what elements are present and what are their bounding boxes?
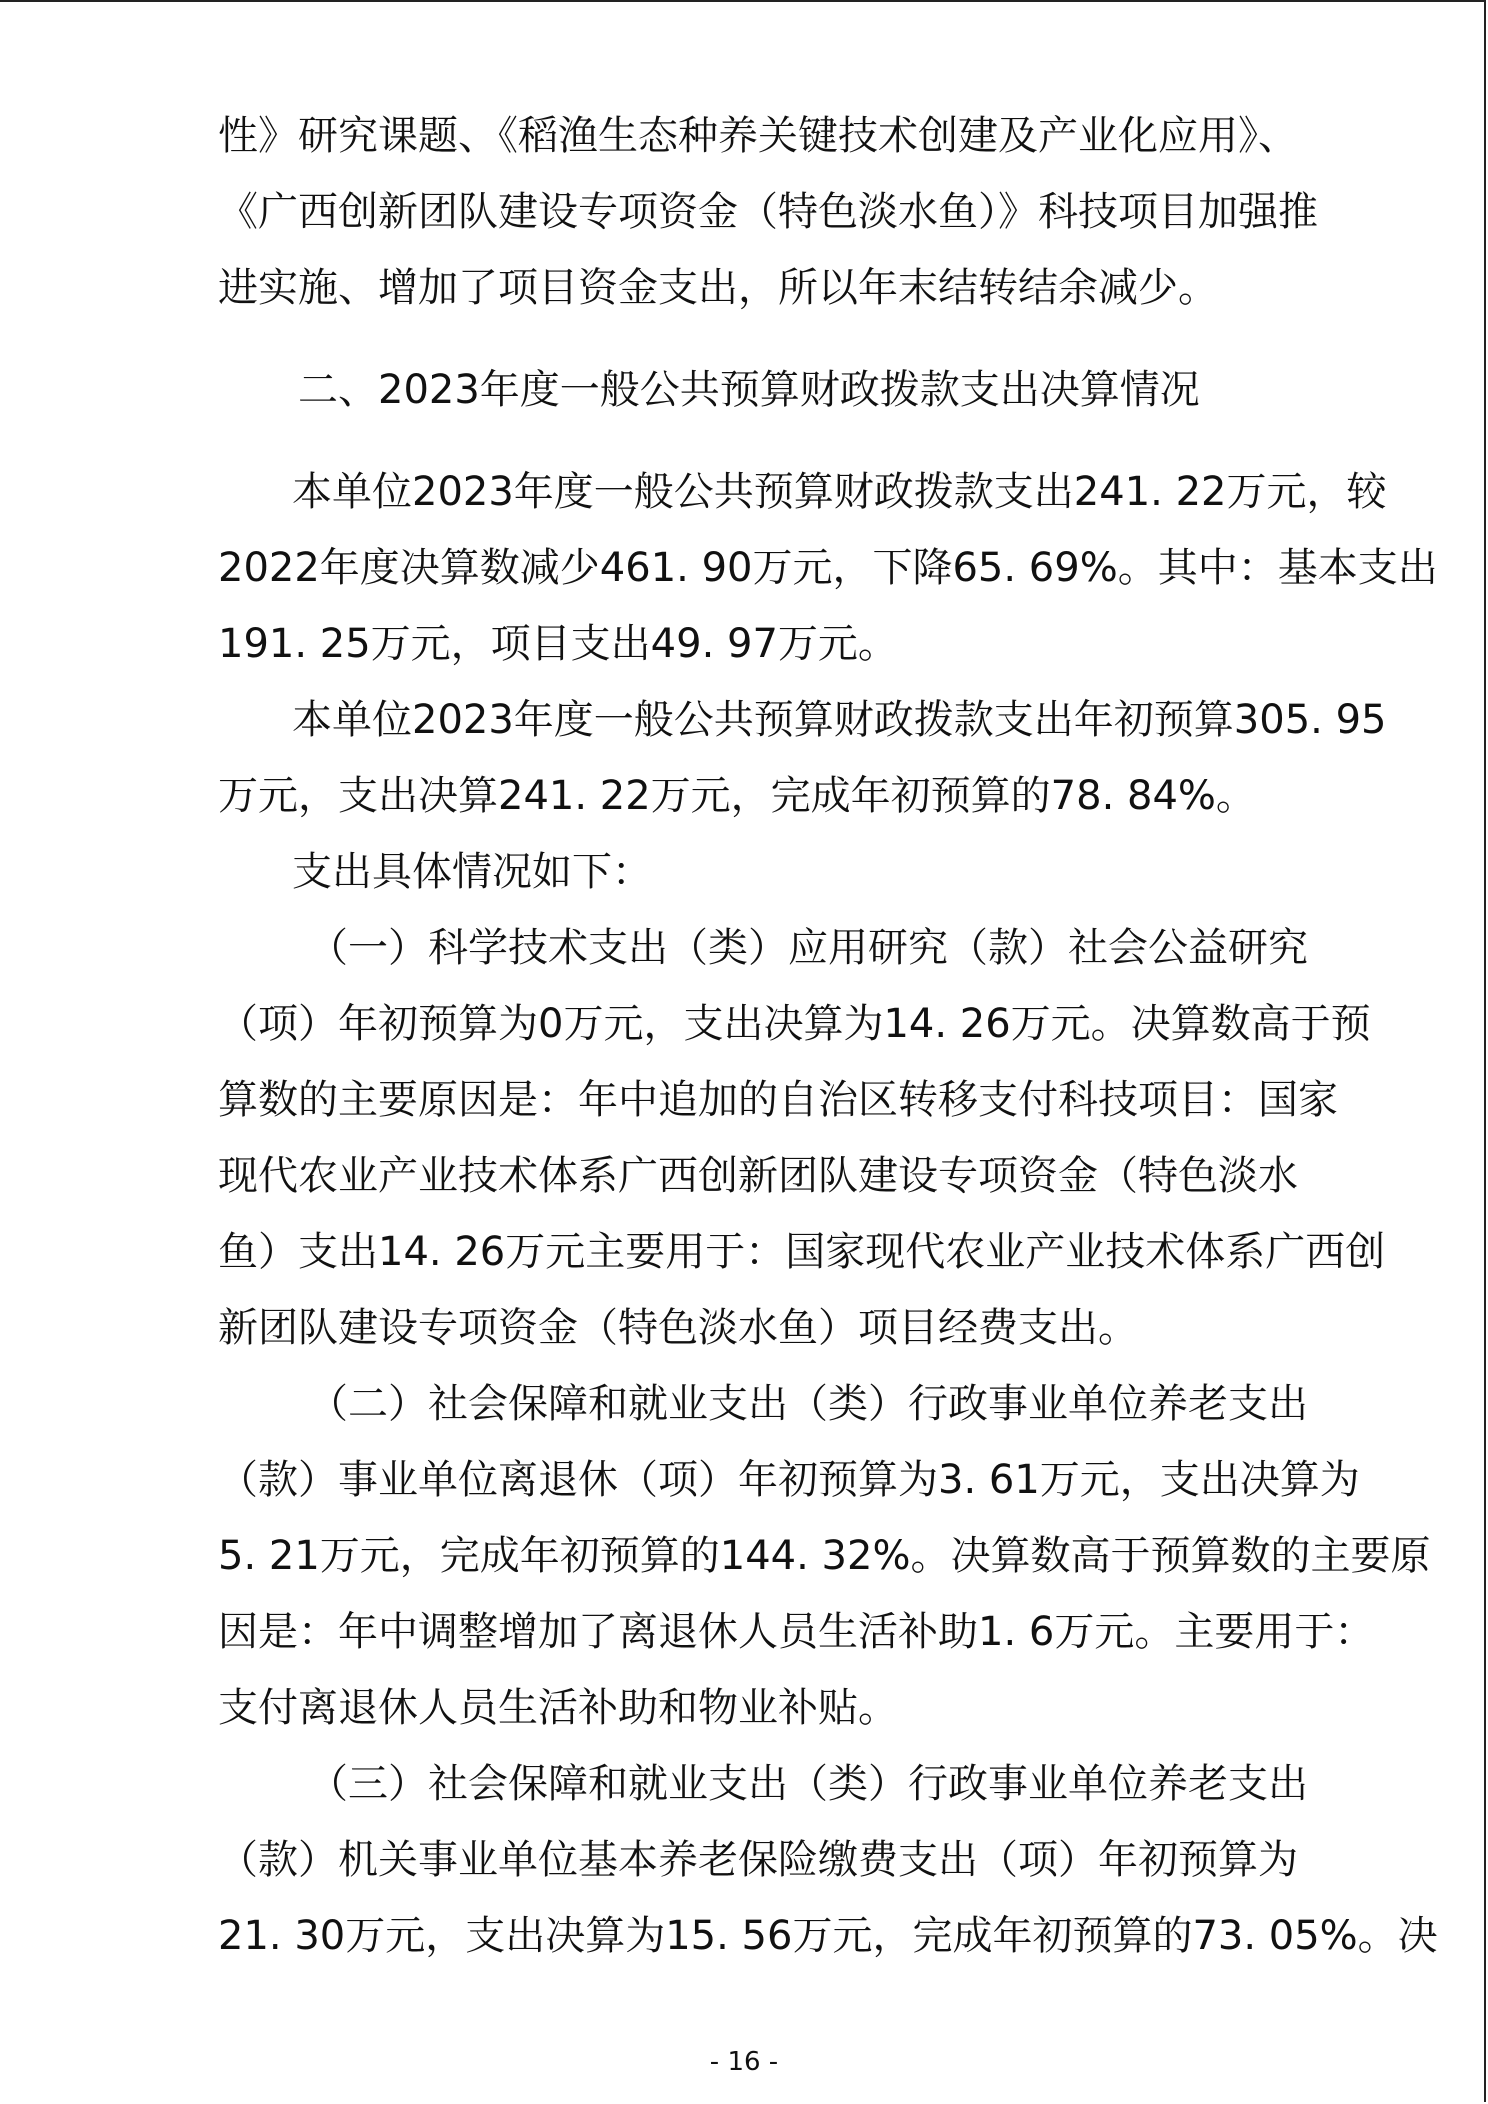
text-line: 《广西创新团队建设专项资金（特色淡水鱼）》科技项目加强推 (218, 189, 1318, 235)
text-line: 支付离退休人员生活补助和物业补贴。 (218, 1685, 898, 1731)
text-line: 5. 21万元，完成年初预算的144. 32%。决算数高于预算数的主要原 (218, 1533, 1431, 1579)
text-line: 万元，支出决算241. 22万元，完成年初预算的78. 84%。 (218, 773, 1256, 819)
text-line: 现代农业产业技术体系广西创新团队建设专项资金（特色淡水 (218, 1153, 1298, 1199)
subsection-line: （三）社会保障和就业支出（类）行政事业单位养老支出 (308, 1761, 1308, 1807)
text-line: 21. 30万元，支出决算为15. 56万元，完成年初预算的73. 05%。决 (218, 1913, 1438, 1959)
section-heading: 二、2023年度一般公共预算财政拨款支出决算情况 (298, 367, 1200, 413)
text-line: （项）年初预算为0万元，支出决算为14. 26万元。决算数高于预 (218, 1001, 1371, 1047)
text-line: 支出具体情况如下： (292, 849, 652, 895)
text-line: 2022年度决算数减少461. 90万元，下降65. 69%。其中：基本支出 (218, 545, 1438, 591)
subsection-line: （一）科学技术支出（类）应用研究（款）社会公益研究 (308, 925, 1308, 971)
text-line: 性》研究课题、《稻渔生态种养关键技术创建及产业化应用》、 (218, 113, 1298, 159)
text-line: （款）事业单位离退休（项）年初预算为3. 61万元，支出决算为 (218, 1457, 1360, 1503)
text-line: 本单位2023年度一般公共预算财政拨款支出年初预算305. 95 (292, 697, 1387, 743)
text-line: 鱼）支出14. 26万元主要用于：国家现代农业产业技术体系广西创 (218, 1229, 1386, 1275)
subsection-line: （二）社会保障和就业支出（类）行政事业单位养老支出 (308, 1381, 1308, 1427)
text-line: 算数的主要原因是：年中追加的自治区转移支付科技项目：国家 (218, 1077, 1338, 1123)
text-line: 191. 25万元，项目支出49. 97万元。 (218, 621, 898, 667)
text-line: 新团队建设专项资金（特色淡水鱼）项目经费支出。 (218, 1305, 1138, 1351)
page-number: - 16 - (709, 2047, 779, 2077)
text-line: 进实施、增加了项目资金支出，所以年末结转结余减少。 (218, 265, 1218, 311)
text-line: 因是：年中调整增加了离退休人员生活补助1. 6万元。主要用于： (218, 1609, 1375, 1655)
text-line: （款）机关事业单位基本养老保险缴费支出（项）年初预算为 (218, 1837, 1298, 1883)
text-line: 本单位2023年度一般公共预算财政拨款支出241. 22万元，较 (292, 469, 1387, 515)
